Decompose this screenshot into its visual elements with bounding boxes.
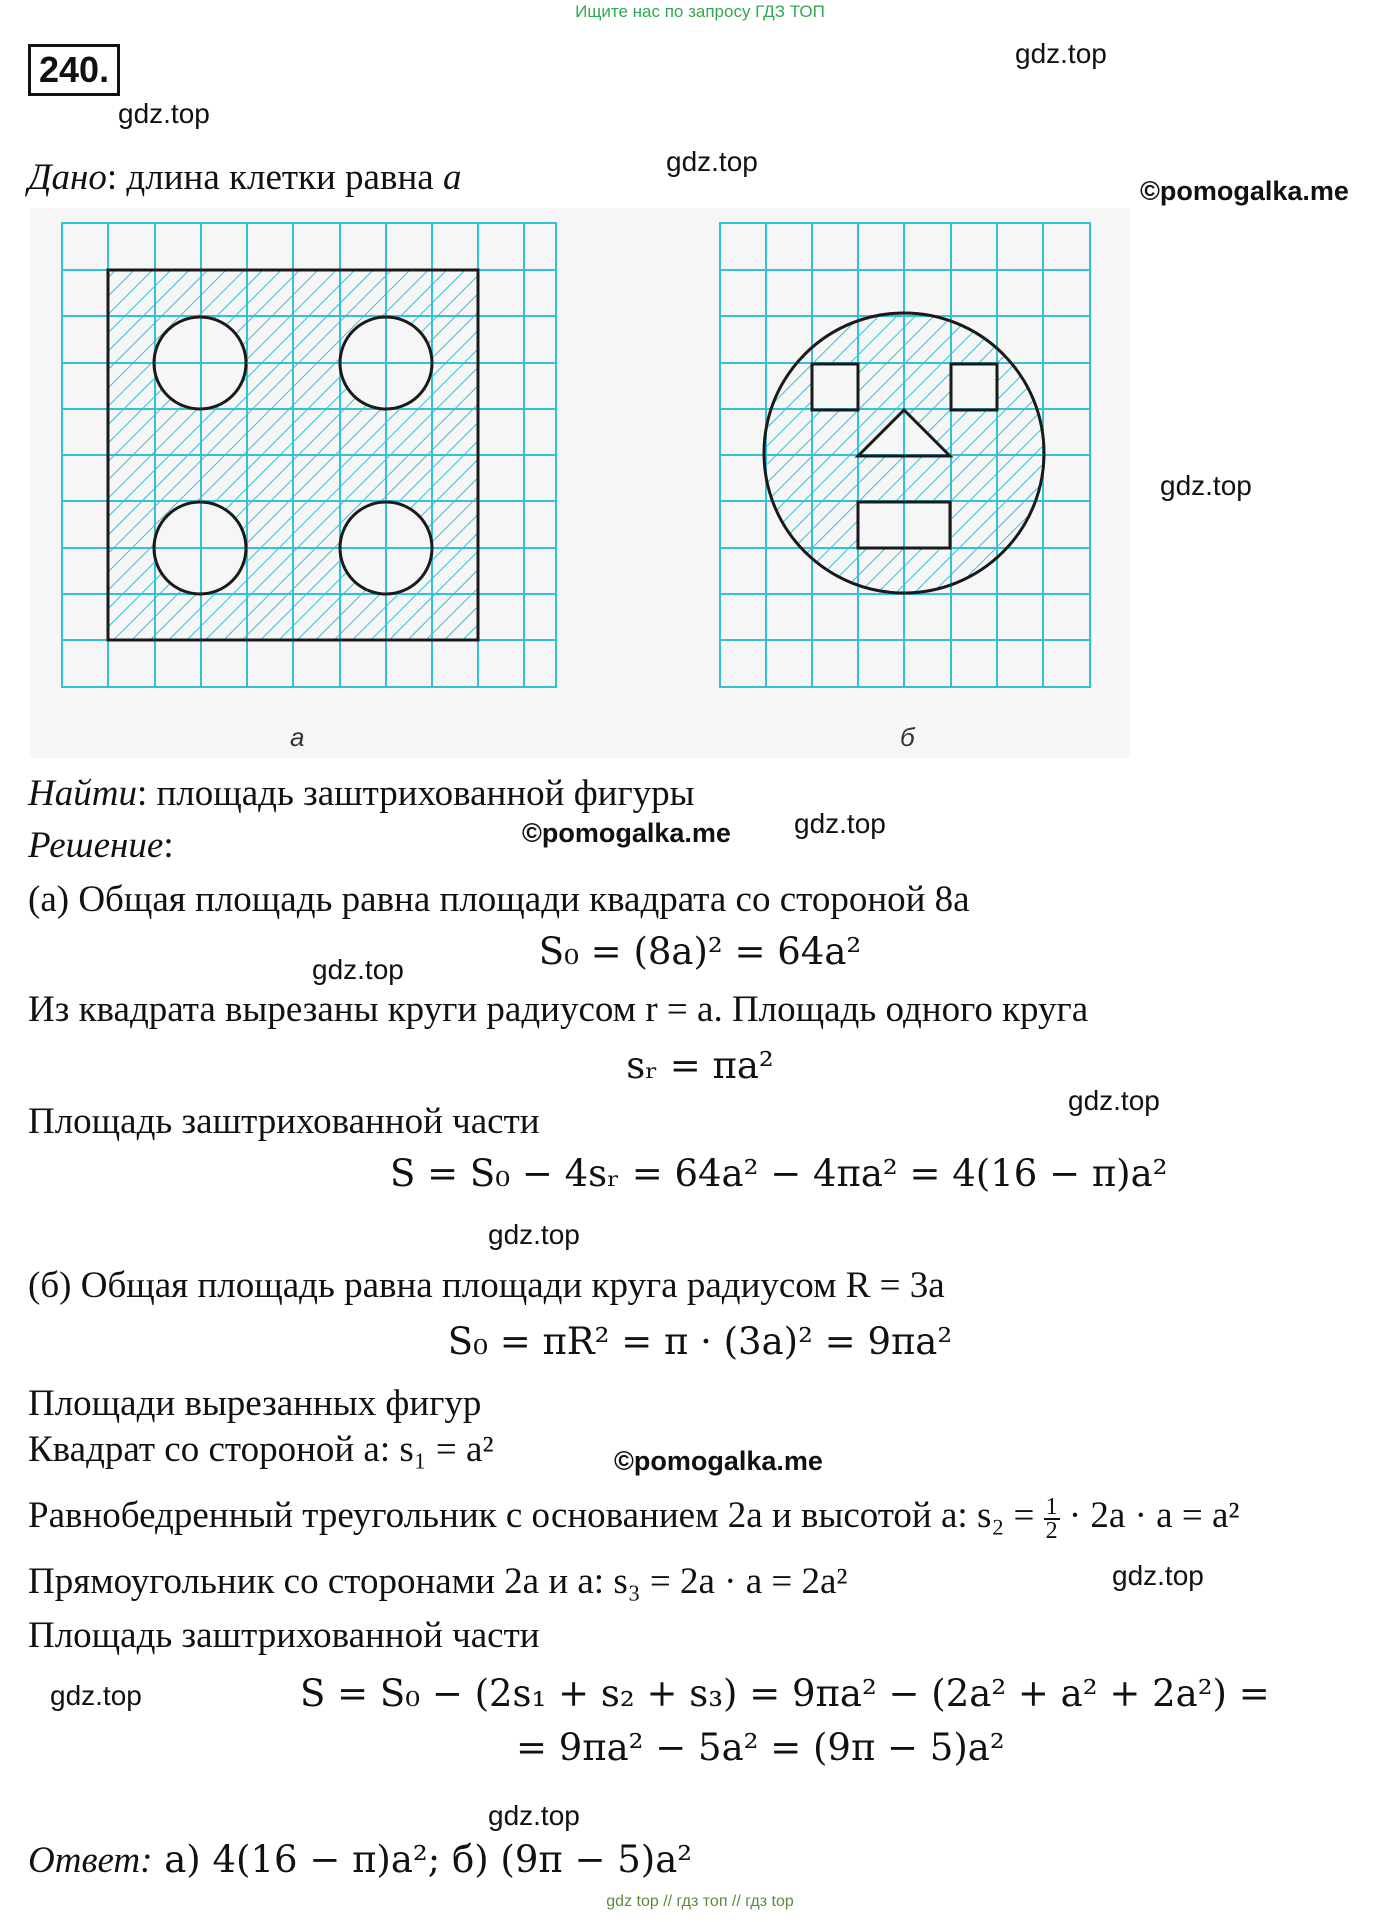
answer-label: Ответ: <box>28 1840 153 1881</box>
problem-number: 240. <box>28 44 120 96</box>
part-a-eq2: sᵣ = πa² <box>626 1044 774 1087</box>
find-label: Найти <box>28 773 137 814</box>
solution-label: Решение <box>28 825 164 866</box>
part-b-line2: Площади вырезанных фигур <box>28 1383 482 1424</box>
watermark-gdz: gdz.top <box>1015 38 1107 69</box>
part-b-line1: (б) Общая площадь равна площади круга радиусом R = 3a <box>28 1265 945 1306</box>
watermark-gdz: gdz.top <box>1068 1085 1160 1116</box>
watermark-gdz: gdz.top <box>488 1800 580 1831</box>
watermark-gdz: gdz.top <box>118 98 210 129</box>
watermark-gdz: gdz.top <box>1160 470 1252 501</box>
fraction-numerator: 1 <box>1045 1493 1058 1520</box>
solution-colon: : <box>163 825 174 866</box>
fraction-one-half <box>1044 1493 1060 1544</box>
find-line <box>28 772 695 816</box>
given-text: : длина клетки равна <box>106 157 443 198</box>
watermark-pomogalka: ©pomogalka.me <box>614 1446 823 1476</box>
find-text: : площадь заштрихованной фигуры <box>136 773 695 814</box>
watermark-gdz: gdz.top <box>1112 1560 1204 1591</box>
figure-label-a: а <box>290 722 305 752</box>
part-b-line6: Площадь заштрихованной части <box>28 1615 540 1656</box>
watermark-gdz: gdz.top <box>312 954 404 985</box>
top-banner[interactable]: Ищите нас по запросу ГДЗ ТОП <box>575 2 825 21</box>
part-a-line2: Из квадрата вырезаны круги радиусом r = a. Площадь одного круга <box>28 989 1089 1030</box>
answer-text: а) 4(16 − π)a²; б) (9π − 5)a² <box>152 1838 693 1881</box>
part-b-eq3: = 9πa² − 5a² = (9π − 5)a² <box>516 1726 1005 1769</box>
part-b-line4-pre: Равнобедренный треугольник с основанием 2a и высотой a: s₂ = <box>28 1495 1044 1536</box>
given-var: a <box>442 157 462 198</box>
bottom-banner[interactable]: gdz top // гдз топ // гдз top <box>606 1893 794 1910</box>
part-b-line3: Квадрат со стороной a: s₁ = a² <box>28 1429 494 1470</box>
figure-label-b: б <box>900 722 915 752</box>
part-b-line4 <box>28 1494 1239 1542</box>
watermark-gdz: gdz.top <box>794 808 886 839</box>
part-a-eq3: S = S₀ − 4sᵣ = 64a² − 4πa² = 4(16 − π)a² <box>390 1152 1168 1195</box>
watermark-gdz: gdz.top <box>666 146 758 177</box>
part-b-eq1: S₀ = πR² = π · (3a)² = 9πa² <box>447 1320 953 1363</box>
part-a-line3: Площадь заштрихованной части <box>28 1101 540 1142</box>
watermark-pomogalka: ©pomogalka.me <box>522 818 731 848</box>
hatch-b <box>30 208 1130 758</box>
part-a-eq1: S₀ = (8a)² = 64a² <box>538 930 862 973</box>
solution-heading <box>28 824 174 868</box>
part-b-eq2: S = S₀ − (2s₁ + s₂ + s₃) = 9πa² − (2a² + a² + 2a²) = <box>300 1672 1270 1715</box>
given-label: Дано <box>28 157 107 198</box>
part-b-line4-post: · 2a · a = a² <box>1059 1495 1240 1536</box>
watermark-gdz: gdz.top <box>488 1219 580 1250</box>
figures-panel <box>30 208 1130 758</box>
watermark-gdz: gdz.top <box>50 1680 142 1711</box>
watermark-pomogalka: ©pomogalka.me <box>1140 176 1349 206</box>
part-b-line5: Прямоугольник со сторонами 2a и a: s₃ = 2a · a = 2a² <box>28 1561 848 1602</box>
fraction-denominator: 2 <box>1045 1517 1058 1544</box>
given-line <box>28 156 461 200</box>
part-a-line1: (а) Общая площадь равна площади квадрата со стороной 8a <box>28 879 970 920</box>
answer-line <box>28 1838 692 1883</box>
